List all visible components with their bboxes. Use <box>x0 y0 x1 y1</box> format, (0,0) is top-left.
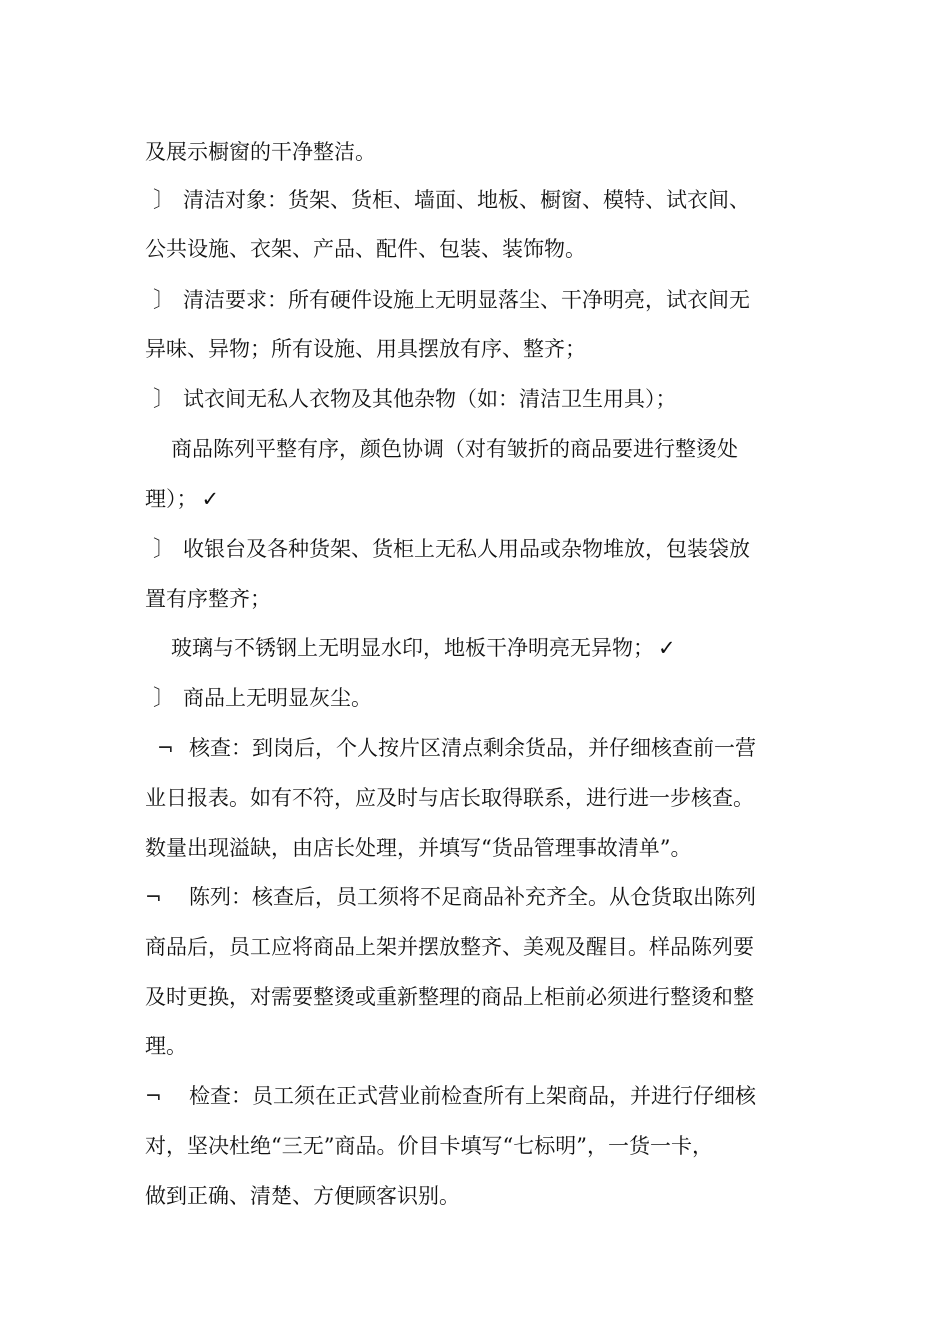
bracket-bullet-icon: 〕 <box>153 686 176 711</box>
line-text: 试衣间无私人衣物及其他杂物（如：清洁卫生用具）； <box>183 387 677 411</box>
line-text: 商品陈列平整有序，颜色协调（对有皱折的商品要进行整烫处 <box>171 437 738 461</box>
bracket-bullet-icon: 〕 <box>153 288 176 313</box>
checkmark-icon: ✓ <box>658 636 676 660</box>
bracket-bullet-icon: 〕 <box>153 537 176 562</box>
negation-bullet-icon: ¬ <box>157 736 174 760</box>
text-line <box>145 484 815 514</box>
line-text: 及展示橱窗的干净整洁。 <box>145 140 376 164</box>
line-text: 玻璃与不锈钢上无明显水印，地板干净明亮无异物； <box>171 636 654 660</box>
text-line <box>145 633 841 663</box>
text-line <box>145 584 815 614</box>
line-text: 清洁对象：货架、货柜、墙面、地板、橱窗、模特、试衣间、 <box>183 188 750 212</box>
line-text: 理）； <box>145 487 198 511</box>
section-item <box>145 733 815 763</box>
text-line <box>145 137 815 167</box>
bullet-item <box>145 384 815 414</box>
text-line <box>145 434 841 464</box>
line-text: 公共设施、衣架、产品、配件、包装、装饰物。 <box>145 237 586 261</box>
checkmark-icon: ✓ <box>201 487 220 511</box>
line-text: 检查：员工须在正式营业前检查所有上架商品，并进行仔细核 <box>189 1084 756 1108</box>
line-text: 做到正确、清楚、方便顾客识别。 <box>145 1184 460 1208</box>
line-text: 对，坚决杜绝“三无”商品。价目卡填写“七标明”，一货一卡， <box>145 1134 713 1158</box>
line-text: 陈列：核查后，员工须将不足商品补充齐全。从仓货取出陈列 <box>189 885 756 909</box>
bracket-bullet-icon: 〕 <box>153 387 176 412</box>
negation-bullet-icon: ¬ <box>145 1084 162 1108</box>
text-line <box>145 234 815 264</box>
line-text: 及时更换，对需要整烫或重新整理的商品上柜前必须进行整烫和整 <box>145 985 754 1009</box>
bullet-item <box>145 185 815 215</box>
line-text: 商品上无明显灰尘。 <box>183 686 372 710</box>
text-line <box>145 1031 815 1061</box>
text-line <box>145 833 815 863</box>
line-text: 数量出现溢缺，由店长处理，并填写“货品管理事故清单”。 <box>145 836 692 860</box>
line-text: 核查：到岗后，个人按片区清点剩余货品，并仔细核查前一营 <box>189 736 756 760</box>
bullet-item <box>145 534 815 564</box>
text-line <box>145 783 815 813</box>
text-line <box>145 1181 815 1211</box>
section-item <box>145 1081 815 1111</box>
section-item <box>145 882 815 912</box>
line-text: 清洁要求：所有硬件设施上无明显落尘、干净明亮，试衣间无 <box>183 288 750 312</box>
line-text: 业日报表。如有不符，应及时与店长取得联系，进行进一步核查。 <box>145 786 754 810</box>
bullet-item <box>145 683 815 713</box>
bracket-bullet-icon: 〕 <box>153 188 176 213</box>
line-text: 理。 <box>145 1034 187 1058</box>
text-line <box>145 932 815 962</box>
bullet-item <box>145 285 815 315</box>
negation-bullet-icon: ¬ <box>145 885 162 909</box>
line-text: 收银台及各种货架、货柜上无私人用品或杂物堆放，包装袋放 <box>183 537 750 561</box>
text-line <box>145 334 815 364</box>
line-text: 商品后，员工应将商品上架并摆放整齐、美观及醒目。样品陈列要 <box>145 935 754 959</box>
text-line <box>145 982 815 1012</box>
line-text: 置有序整齐； <box>145 587 271 611</box>
text-line <box>145 1131 815 1161</box>
line-text: 异味、异物；所有设施、用具摆放有序、整齐； <box>145 337 586 361</box>
